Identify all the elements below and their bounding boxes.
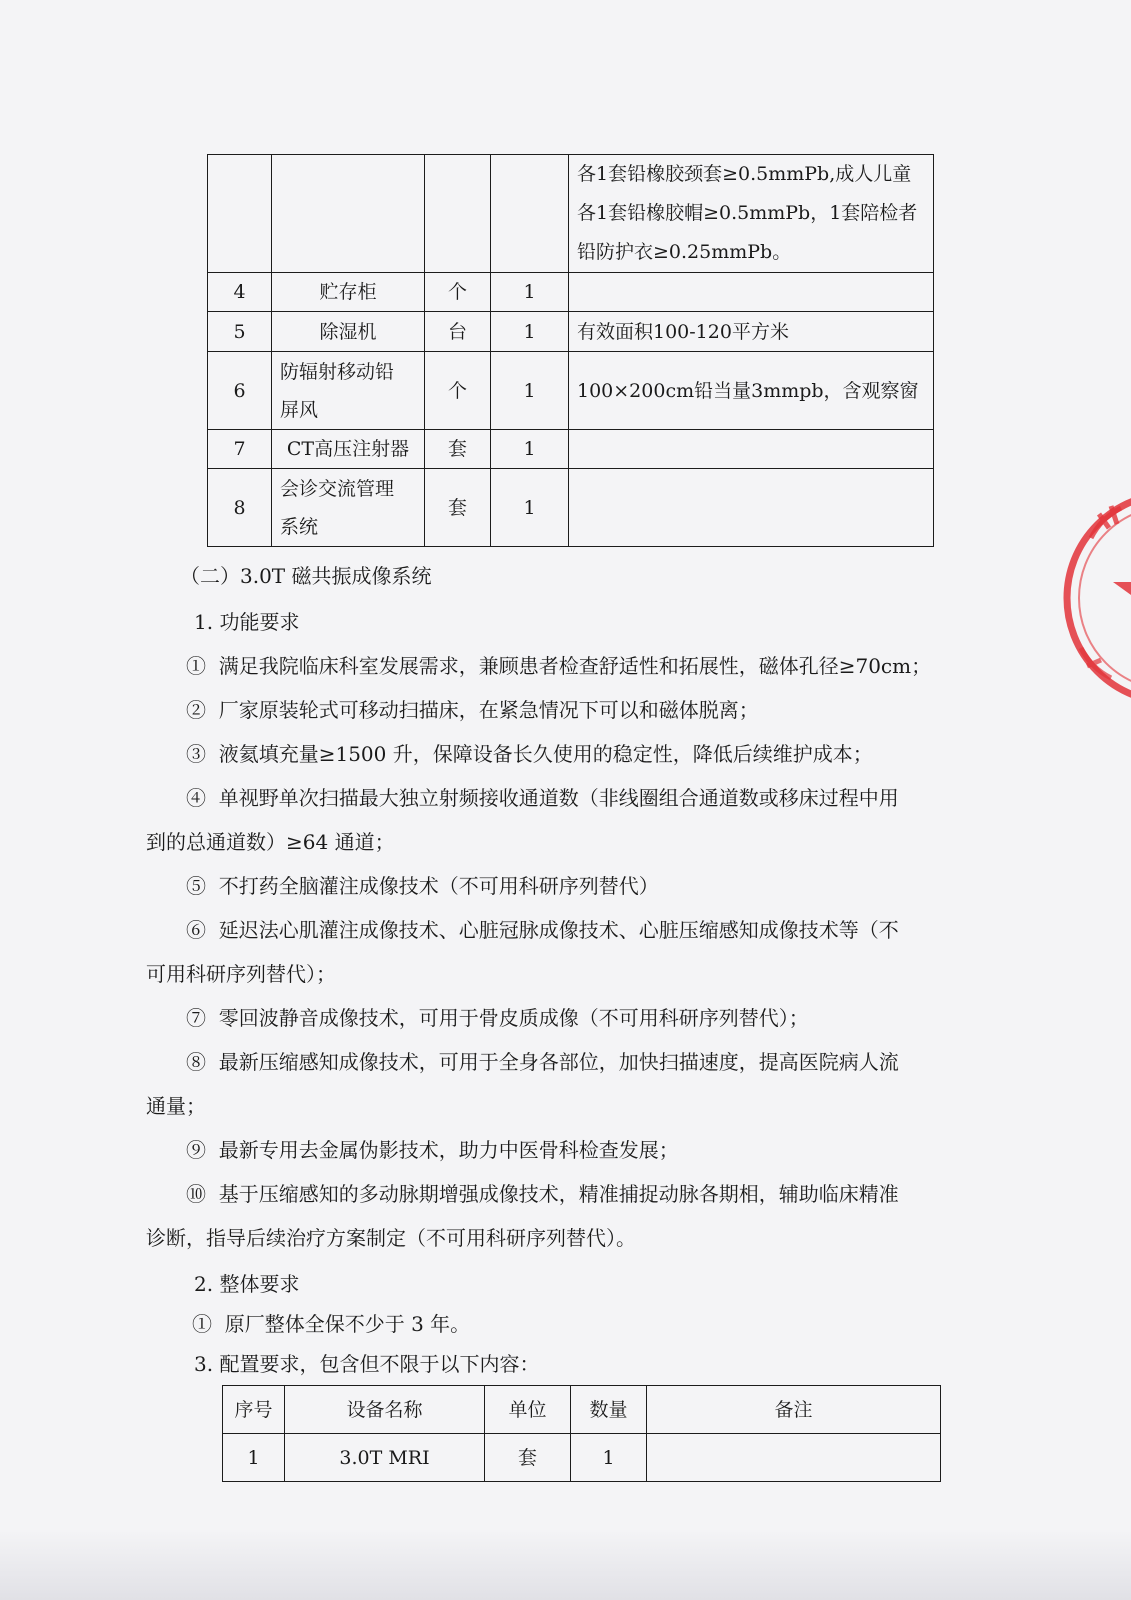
cell-unit: 套: [425, 430, 491, 469]
table-row: [223, 1434, 941, 1482]
red-seal-stamp: [1051, 478, 1131, 718]
cell-qty: 1: [491, 273, 569, 312]
cell-name: [272, 469, 425, 547]
header-name: 设备名称: [285, 1386, 485, 1434]
list-item: [186, 650, 931, 679]
cell-note: 有效面积100-120平方米: [569, 312, 934, 352]
cell-unit: 套: [485, 1434, 571, 1482]
item-mark: ①: [192, 1312, 212, 1336]
item-continuation: 可用科研序列替代）；: [146, 962, 336, 986]
name-line: 屏风: [280, 398, 319, 421]
cell-unit: 套: [425, 469, 491, 547]
name-line: 防辐射移动铅: [280, 360, 395, 383]
item-mark: ⑦: [186, 1006, 206, 1030]
cell-qty: 1: [491, 312, 569, 352]
item-mark: ⑨: [186, 1138, 206, 1162]
item-mark: ⑤: [186, 874, 206, 898]
name-line: 系统: [280, 515, 319, 538]
cell-qty: 1: [571, 1434, 647, 1482]
overall-heading: 2. 整体要求: [194, 1272, 300, 1296]
table-row: [208, 469, 934, 547]
item-text: 基于压缩感知的多动脉期增强成像技术，精准捕捉动脉各期相，辅助临床精准: [218, 1182, 899, 1206]
item-continuation: 到的总通道数）≥64 通道；: [146, 830, 395, 854]
table-row: [208, 312, 934, 352]
cell-name: [272, 352, 425, 430]
note-line: 各1套铅橡胶颈套≥0.5mmPb,成人儿童: [577, 163, 912, 185]
cell-name: 3.0T MRI: [285, 1434, 485, 1482]
item-text: 原厂整体全保不少于 3 年。: [224, 1312, 471, 1336]
list-item: [186, 782, 899, 811]
header-qty: 数量: [571, 1386, 647, 1434]
cell-note: [569, 155, 934, 273]
item-text: 零回波静音成像技术，可用于骨皮质成像（不可用科研序列替代）；: [218, 1006, 809, 1030]
item-mark: ①: [186, 654, 206, 678]
list-item: [186, 1178, 899, 1207]
cell-no: [208, 155, 272, 273]
item-mark: ④: [186, 786, 206, 810]
item-text: 液氦填充量≥1500 升，保障设备长久使用的稳定性，降低后续维护成本；: [218, 742, 873, 766]
config-heading: 3. 配置要求，包含但不限于以下内容：: [194, 1352, 540, 1376]
table-row: [208, 155, 934, 273]
cell-no: 6: [208, 352, 272, 430]
cell-unit: 台: [425, 312, 491, 352]
item-continuation: 通量；: [146, 1094, 206, 1118]
cell-note: [569, 469, 934, 547]
cell-unit: 个: [425, 352, 491, 430]
note-line: 各1套铅橡胶帽≥0.5mmPb，1套陪检者: [577, 202, 918, 224]
cell-qty: [491, 155, 569, 273]
list-item: [186, 1046, 899, 1075]
cell-note: 100×200cm铅当量3mmpb，含观察窗: [569, 352, 934, 430]
item-text: 最新专用去金属伪影技术，助力中医骨科检查发展；: [218, 1138, 679, 1162]
cell-no: 8: [208, 469, 272, 547]
item-text: 最新压缩感知成像技术，可用于全身各部位，加快扫描速度，提高医院病人流: [218, 1050, 899, 1074]
header-note: 备注: [647, 1386, 941, 1434]
header-no: 序号: [223, 1386, 285, 1434]
list-item: [186, 914, 899, 943]
cell-no: 1: [223, 1434, 285, 1482]
list-item: [186, 694, 759, 723]
item-text: 延迟法心肌灌注成像技术、心脏冠脉成像技术、心脏压缩感知成像技术等（不: [218, 918, 899, 942]
cell-name: 除湿机: [272, 312, 425, 352]
cell-name: CT高压注射器: [272, 430, 425, 469]
cell-name: 贮存柜: [272, 273, 425, 312]
item-text: 厂家原装轮式可移动扫描床，在紧急情况下可以和磁体脱离；: [218, 698, 759, 722]
item-mark: ③: [186, 742, 206, 766]
cell-note: [647, 1434, 941, 1482]
cell-qty: 1: [491, 430, 569, 469]
list-item: [186, 738, 873, 767]
config-table: [222, 1385, 941, 1482]
item-text: 满足我院临床科室发展需求，兼顾患者检查舒适性和拓展性，磁体孔径≥70cm；: [218, 654, 932, 678]
list-item: [186, 1134, 679, 1163]
list-item: [186, 870, 659, 899]
item-text: 不打药全脑灌注成像技术（不可用科研序列替代）: [218, 874, 659, 898]
table-header-row: [223, 1386, 941, 1434]
cell-qty: 1: [491, 469, 569, 547]
name-line: 会诊交流管理: [280, 477, 395, 500]
item-mark: ⑩: [186, 1182, 206, 1206]
section-title: （二）3.0T 磁共振成像系统: [180, 564, 432, 588]
item-text: 单视野单次扫描最大独立射频接收通道数（非线圈组合通道数或移床过程中用: [218, 786, 899, 810]
cell-unit: 个: [425, 273, 491, 312]
item-continuation: 诊断，指导后续治疗方案制定（不可用科研序列替代）。: [146, 1226, 636, 1250]
item-mark: ②: [186, 698, 206, 722]
list-item: [186, 1002, 809, 1031]
table-row: [208, 273, 934, 312]
header-unit: 单位: [485, 1386, 571, 1434]
cell-no: 7: [208, 430, 272, 469]
cell-qty: 1: [491, 352, 569, 430]
scan-shadow: [0, 1530, 1131, 1600]
table-row: [208, 430, 934, 469]
func-heading: 1. 功能要求: [194, 610, 300, 634]
equipment-table-continued: [207, 154, 934, 547]
note-line: 铅防护衣≥0.25mmPb。: [577, 241, 792, 263]
cell-no: 4: [208, 273, 272, 312]
cell-no: 5: [208, 312, 272, 352]
list-item: [192, 1308, 470, 1337]
table-row: [208, 352, 934, 430]
cell-note: [569, 273, 934, 312]
cell-name: [272, 155, 425, 273]
item-mark: ⑧: [186, 1050, 206, 1074]
cell-note: [569, 430, 934, 469]
cell-unit: [425, 155, 491, 273]
item-mark: ⑥: [186, 918, 206, 942]
